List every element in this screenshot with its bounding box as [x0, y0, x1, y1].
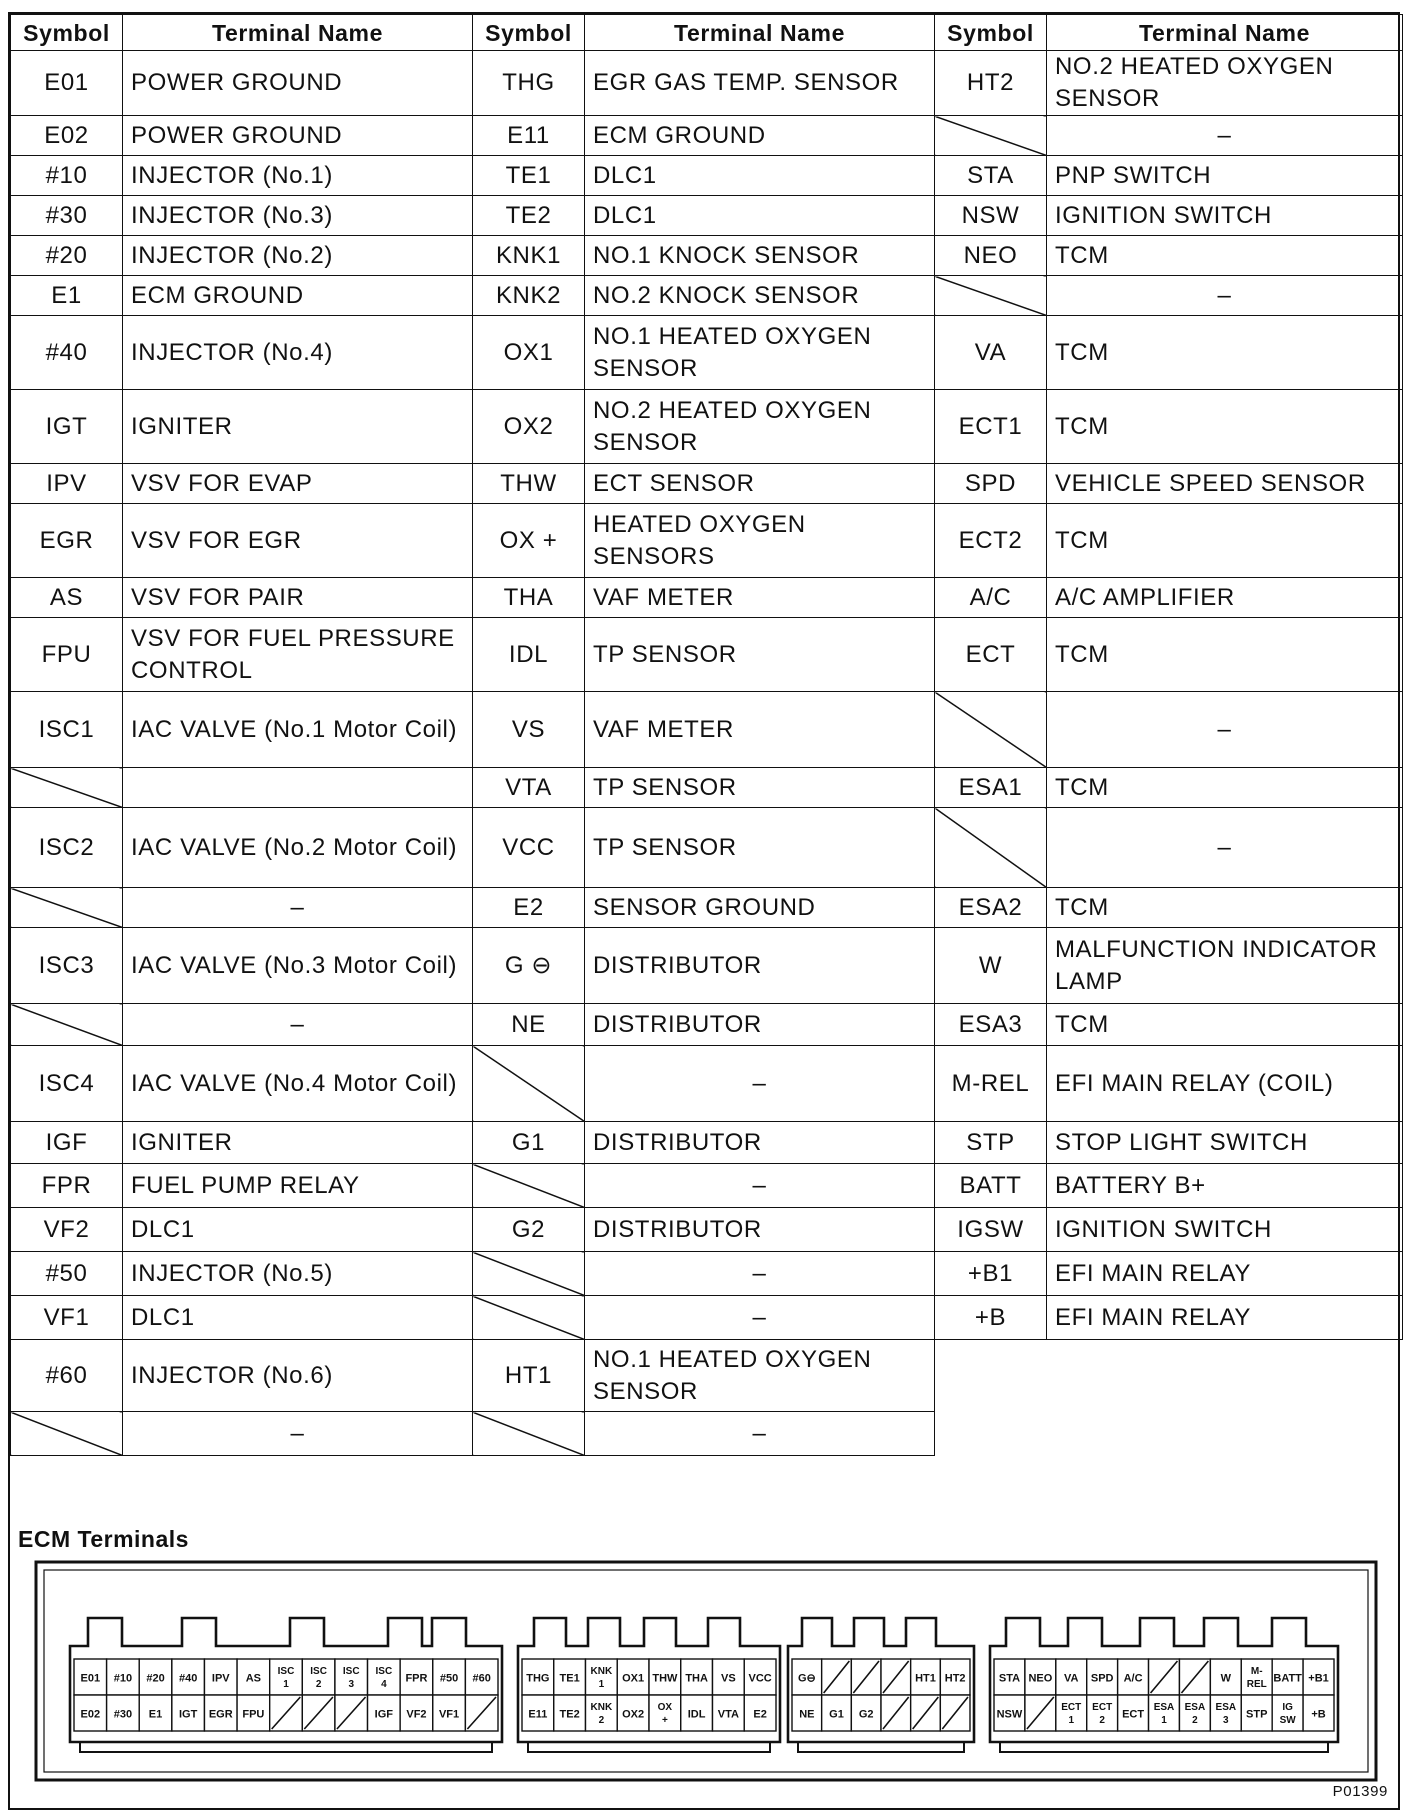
connector-pin-label: E1	[148, 1708, 163, 1721]
terminal-symbol: +B1	[935, 1252, 1047, 1296]
terminal-symbol: IPV	[11, 464, 123, 504]
terminal-symbol: #50	[11, 1252, 123, 1296]
connector-pin-label: IDL	[687, 1708, 706, 1721]
terminal-name: MALFUNCTION INDICATOR LAMP	[1047, 928, 1403, 1004]
connector-pin-label: E01	[80, 1672, 101, 1685]
terminal-name-header: Terminal Name	[1047, 15, 1403, 51]
unused-terminal-dash: –	[585, 1252, 935, 1296]
terminal-symbol: FPU	[11, 618, 123, 692]
table-row	[11, 156, 1403, 196]
terminal-name: IAC VALVE (No.4 Motor Coil)	[123, 1046, 473, 1122]
terminal-name: NO.2 HEATED OXYGEN SENSOR	[585, 390, 935, 464]
terminal-name: VSV FOR EGR	[123, 504, 473, 578]
terminal-name: VSV FOR FUEL PRESSURE CONTROL	[123, 618, 473, 692]
table-row	[11, 1164, 1403, 1208]
connector-pin-label: #40	[178, 1672, 198, 1685]
unused-terminal-slash	[473, 1046, 585, 1122]
terminal-symbol: ECT	[935, 618, 1047, 692]
terminal-name: ECM GROUND	[123, 276, 473, 316]
terminal-name: TCM	[1047, 618, 1403, 692]
table-row	[11, 116, 1403, 156]
terminal-name: INJECTOR (No.1)	[123, 156, 473, 196]
connector-pin-label: IG	[1282, 1702, 1293, 1713]
unused-terminal-slash	[935, 116, 1047, 156]
terminal-symbol: ISC3	[11, 928, 123, 1004]
terminal-symbol: HT1	[473, 1340, 585, 1412]
connector-pin-label-line2: 2	[1099, 1715, 1105, 1726]
terminal-name: DISTRIBUTOR	[585, 928, 935, 1004]
terminal-name: PNP SWITCH	[1047, 156, 1403, 196]
terminal-symbol: IDL	[473, 618, 585, 692]
terminal-name: INJECTOR (No.6)	[123, 1340, 473, 1412]
terminal-symbol: BATT	[935, 1164, 1047, 1208]
terminal-symbol: #60	[11, 1340, 123, 1412]
terminal-symbol: ISC2	[11, 808, 123, 888]
terminal-symbol: E11	[473, 116, 585, 156]
connector-pin-label: KNK	[590, 1702, 613, 1713]
terminal-symbol: ESA3	[935, 1004, 1047, 1046]
terminal-symbol: W	[935, 928, 1047, 1004]
connector-pin-label: ISC	[342, 1666, 360, 1677]
terminal-symbol: AS	[11, 578, 123, 618]
connector-pin-label: E2	[753, 1708, 767, 1721]
terminal-name: FUEL PUMP RELAY	[123, 1164, 473, 1208]
table-row	[11, 1340, 1403, 1412]
unused-terminal-dash: –	[123, 1412, 473, 1456]
terminal-symbol: THA	[473, 578, 585, 618]
terminal-symbol: #40	[11, 316, 123, 390]
terminal-name: ECM GROUND	[585, 116, 935, 156]
terminal-symbol: VF2	[11, 1208, 123, 1252]
table-row	[11, 390, 1403, 464]
empty-cell	[1047, 1340, 1403, 1412]
connector-pin-label: +B	[1311, 1708, 1326, 1721]
terminal-symbol: VF1	[11, 1296, 123, 1340]
terminal-symbol: #30	[11, 196, 123, 236]
terminal-name: TCM	[1047, 236, 1403, 276]
terminal-symbol: G2	[473, 1208, 585, 1252]
connector-pin-label: OX2	[622, 1708, 645, 1721]
terminal-symbol: TE2	[473, 196, 585, 236]
terminal-symbol: THW	[473, 464, 585, 504]
table-row	[11, 464, 1403, 504]
terminal-symbol: ESA2	[935, 888, 1047, 928]
connector-pin-label-line2: 3	[348, 1679, 355, 1690]
connector-block-base	[798, 1742, 964, 1752]
connector-pin-label: HT1	[915, 1672, 936, 1685]
connector-pin-label: VCC	[748, 1672, 772, 1685]
connector-pin-label-line2: 1	[1161, 1715, 1167, 1726]
terminal-name: TCM	[1047, 888, 1403, 928]
terminal-name: VSV FOR PAIR	[123, 578, 473, 618]
connector-pin-label-line2: SW	[1279, 1715, 1296, 1726]
table-row	[11, 1252, 1403, 1296]
connector-pin-label: EGR	[208, 1708, 233, 1721]
connector-pin-label: VF2	[406, 1708, 427, 1721]
connector-pin-label: NEO	[1028, 1672, 1053, 1685]
connector-pin-label-line2: 1	[1068, 1715, 1075, 1726]
connector-pin-label-line2: 3	[1223, 1715, 1229, 1726]
connector-pin-label: ESA	[1215, 1702, 1237, 1713]
terminal-name: TP SENSOR	[585, 808, 935, 888]
terminal-name-header: Terminal Name	[123, 15, 473, 51]
terminal-symbol: VS	[473, 692, 585, 768]
connector-pin-label: G2	[858, 1708, 874, 1721]
terminal-name: EFI MAIN RELAY (COIL)	[1047, 1046, 1403, 1122]
terminal-name-header: Terminal Name	[585, 15, 935, 51]
table-row	[11, 888, 1403, 928]
terminal-symbol: E2	[473, 888, 585, 928]
table-row	[11, 692, 1403, 768]
unused-terminal-slash	[11, 1004, 123, 1046]
terminal-name	[123, 768, 473, 808]
connector-pin-label: AS	[245, 1672, 262, 1685]
terminal-symbol: E02	[11, 116, 123, 156]
terminal-symbol: EGR	[11, 504, 123, 578]
terminal-name: DLC1	[123, 1296, 473, 1340]
table-row	[11, 51, 1403, 116]
table-row	[11, 1046, 1403, 1122]
terminal-name: EFI MAIN RELAY	[1047, 1252, 1403, 1296]
terminal-symbol: ISC4	[11, 1046, 123, 1122]
connector-pin-label: ESA	[1153, 1702, 1175, 1713]
terminal-name: NO.1 HEATED OXYGEN SENSOR	[585, 316, 935, 390]
connector-pin-label: ISC	[310, 1666, 327, 1677]
terminal-name: HEATED OXYGEN SENSORS	[585, 504, 935, 578]
table-row	[11, 928, 1403, 1004]
unused-terminal-slash	[935, 808, 1047, 888]
unused-terminal-dash: –	[585, 1412, 935, 1456]
connector-title: ECM Terminals	[18, 1526, 189, 1552]
terminal-name: NO.2 KNOCK SENSOR	[585, 276, 935, 316]
connector-pin-label: FPR	[405, 1672, 428, 1685]
terminal-name: IAC VALVE (No.2 Motor Coil)	[123, 808, 473, 888]
connector-pin-label: NSW	[996, 1708, 1023, 1721]
terminal-name: TP SENSOR	[585, 618, 935, 692]
terminal-name: IAC VALVE (No.3 Motor Coil)	[123, 928, 473, 1004]
connector-pin-label: G⊖	[797, 1672, 816, 1685]
terminal-symbol: G1	[473, 1122, 585, 1164]
terminal-name: ECT SENSOR	[585, 464, 935, 504]
symbol-header: Symbol	[935, 15, 1047, 51]
terminal-symbol: IGSW	[935, 1208, 1047, 1252]
table-row	[11, 276, 1403, 316]
terminal-symbol: +B	[935, 1296, 1047, 1340]
connector-pin-label: ISC	[375, 1666, 393, 1677]
terminal-symbol: NSW	[935, 196, 1047, 236]
connector-pin-label: G1	[829, 1708, 844, 1721]
terminal-name: INJECTOR (No.4)	[123, 316, 473, 390]
terminal-symbol: ISC1	[11, 692, 123, 768]
table-row	[11, 316, 1403, 390]
terminal-name: NO.1 KNOCK SENSOR	[585, 236, 935, 276]
table-row	[11, 1412, 1403, 1456]
terminal-name: IGNITION SWITCH	[1047, 196, 1403, 236]
terminal-table	[10, 14, 1403, 1456]
terminal-symbol: OX1	[473, 316, 585, 390]
terminal-symbol: #20	[11, 236, 123, 276]
terminal-symbol: OX2	[473, 390, 585, 464]
connector-pin-label: ESA	[1184, 1702, 1206, 1713]
unused-terminal-dash: –	[1047, 692, 1403, 768]
connector-pin-label-line2: +	[661, 1715, 668, 1726]
connector-pin-label: KNK	[590, 1666, 613, 1677]
connector-pin-label-line2: REL	[1246, 1679, 1267, 1690]
connector-pin-label: VTA	[717, 1708, 739, 1721]
terminal-name: TP SENSOR	[585, 768, 935, 808]
terminal-symbol: ESA1	[935, 768, 1047, 808]
connector-pin-label: #60	[472, 1672, 491, 1685]
connector-pin-label-line2: 1	[283, 1679, 289, 1690]
connector-pin-label: FPU	[242, 1708, 265, 1721]
connector-pin-label-line2: 2	[598, 1715, 605, 1726]
connector-pin-label: #30	[113, 1708, 133, 1721]
unused-terminal-slash	[11, 888, 123, 928]
connector-pin-label: VA	[1064, 1672, 1079, 1685]
terminal-name: IGNITER	[123, 390, 473, 464]
terminal-name: NO.1 HEATED OXYGEN SENSOR	[585, 1340, 935, 1412]
table-header-row	[11, 15, 1403, 51]
terminal-name: TCM	[1047, 316, 1403, 390]
terminal-name: VSV FOR EVAP	[123, 464, 473, 504]
connector-block-base	[528, 1742, 770, 1752]
connector-pin-label: NE	[799, 1708, 815, 1721]
table-row	[11, 578, 1403, 618]
empty-cell	[1047, 1412, 1403, 1456]
table-row	[11, 618, 1403, 692]
unused-terminal-dash: –	[585, 1046, 935, 1122]
terminal-name: TCM	[1047, 504, 1403, 578]
unused-terminal-slash	[11, 1412, 123, 1456]
symbol-header: Symbol	[11, 15, 123, 51]
terminal-name: IAC VALVE (No.1 Motor Coil)	[123, 692, 473, 768]
unused-terminal-dash: –	[585, 1164, 935, 1208]
connector-pin-label: TE1	[559, 1672, 580, 1685]
unused-terminal-slash	[473, 1412, 585, 1456]
terminal-name: BATTERY B+	[1047, 1164, 1403, 1208]
terminal-symbol: E01	[11, 51, 123, 116]
connector-block-base	[1000, 1742, 1328, 1752]
connector-pin-label: A/C	[1123, 1672, 1143, 1685]
connector-pin-label: VS	[721, 1672, 736, 1685]
terminal-symbol: VTA	[473, 768, 585, 808]
connector-pin-label: SPD	[1090, 1672, 1114, 1685]
terminal-name: POWER GROUND	[123, 116, 473, 156]
symbol-header: Symbol	[473, 15, 585, 51]
figure-code: P01399	[1332, 1783, 1388, 1800]
terminal-name: INJECTOR (No.5)	[123, 1252, 473, 1296]
unused-terminal-slash	[11, 768, 123, 808]
unused-terminal-dash: –	[1047, 276, 1403, 316]
connector-pin-label-line2: 2	[315, 1679, 322, 1690]
ecm-connector-diagram	[10, 1554, 1402, 1794]
terminal-name: TCM	[1047, 768, 1403, 808]
terminal-name: NO.2 HEATED OXYGEN SENSOR	[1047, 51, 1403, 116]
terminal-name: IGNITER	[123, 1122, 473, 1164]
connector-pin-label: #20	[146, 1672, 165, 1685]
connector-pin-label: OX1	[622, 1672, 645, 1685]
terminal-symbol: KNK1	[473, 236, 585, 276]
table-row	[11, 1296, 1403, 1340]
connector-pin-label: STP	[1246, 1708, 1268, 1721]
connector-pin-label: #50	[439, 1672, 459, 1685]
unused-terminal-dash: –	[123, 888, 473, 928]
connector-pin-label: THG	[526, 1672, 550, 1685]
terminal-symbol: E1	[11, 276, 123, 316]
terminal-symbol: G ⊖	[473, 928, 585, 1004]
connector-block-base	[80, 1742, 492, 1752]
terminal-name: EFI MAIN RELAY	[1047, 1296, 1403, 1340]
terminal-symbol: IGF	[11, 1122, 123, 1164]
connector-pin-label-line2: 4	[381, 1679, 387, 1690]
table-row	[11, 768, 1403, 808]
terminal-name: DLC1	[585, 196, 935, 236]
unused-terminal-slash	[935, 692, 1047, 768]
terminal-name: DLC1	[123, 1208, 473, 1252]
table-row	[11, 504, 1403, 578]
unused-terminal-dash: –	[1047, 808, 1403, 888]
terminal-name: VEHICLE SPEED SENSOR	[1047, 464, 1403, 504]
terminal-name: POWER GROUND	[123, 51, 473, 116]
terminal-symbol: KNK2	[473, 276, 585, 316]
connector-pin-label: #10	[113, 1672, 133, 1685]
connector-pin-label: ECT	[1122, 1708, 1145, 1721]
connector-pin-label: M-	[1250, 1666, 1263, 1677]
connector-pin-label: E11	[528, 1708, 548, 1721]
terminal-symbol: FPR	[11, 1164, 123, 1208]
connector-pin-label: THW	[652, 1672, 678, 1685]
terminal-symbol: HT2	[935, 51, 1047, 116]
terminal-name: INJECTOR (No.3)	[123, 196, 473, 236]
connector-pin-label: IGF	[374, 1708, 394, 1721]
connector-pin-label: W	[1220, 1672, 1232, 1685]
connector-pin-label: VF1	[438, 1708, 460, 1721]
terminal-symbol: OX +	[473, 504, 585, 578]
terminal-name: EGR GAS TEMP. SENSOR	[585, 51, 935, 116]
terminal-symbol: ECT1	[935, 390, 1047, 464]
empty-cell	[935, 1340, 1047, 1412]
table-row	[11, 196, 1403, 236]
unused-terminal-slash	[935, 276, 1047, 316]
table-row	[11, 1208, 1403, 1252]
connector-pin-label: E02	[80, 1708, 101, 1721]
terminal-name: INJECTOR (No.2)	[123, 236, 473, 276]
terminal-sheet	[8, 12, 1400, 1810]
connector-pin-label: BATT	[1273, 1672, 1302, 1685]
terminal-symbol: A/C	[935, 578, 1047, 618]
connector-pin-label: OX	[657, 1702, 673, 1713]
terminal-name: VAF METER	[585, 578, 935, 618]
unused-terminal-dash: –	[123, 1004, 473, 1046]
terminal-name: SENSOR GROUND	[585, 888, 935, 928]
terminal-symbol: NE	[473, 1004, 585, 1046]
connector-pin-label-line2: 2	[1192, 1715, 1198, 1726]
terminal-symbol: STA	[935, 156, 1047, 196]
connector-pin-label: ISC	[277, 1666, 295, 1677]
terminal-name: TCM	[1047, 1004, 1403, 1046]
unused-terminal-slash	[473, 1296, 585, 1340]
terminal-name: TCM	[1047, 390, 1403, 464]
terminal-name: DLC1	[585, 156, 935, 196]
terminal-symbol: SPD	[935, 464, 1047, 504]
table-row	[11, 1122, 1403, 1164]
connector-pin-label: IPV	[211, 1672, 230, 1685]
terminal-symbol: TE1	[473, 156, 585, 196]
connector-pin-label: IGT	[178, 1708, 198, 1721]
connector-pin-label: ECT	[1092, 1702, 1113, 1713]
terminal-symbol: ECT2	[935, 504, 1047, 578]
connector-pin-label: HT2	[944, 1672, 966, 1685]
table-row	[11, 236, 1403, 276]
terminal-name: VAF METER	[585, 692, 935, 768]
connector-pin-label-line2: 1	[598, 1679, 605, 1690]
terminal-name: STOP LIGHT SWITCH	[1047, 1122, 1403, 1164]
unused-terminal-slash	[473, 1164, 585, 1208]
table-row	[11, 808, 1403, 888]
terminal-name: IGNITION SWITCH	[1047, 1208, 1403, 1252]
connector-pin-label: TE2	[559, 1708, 580, 1721]
terminal-symbol: IGT	[11, 390, 123, 464]
terminal-symbol: M-REL	[935, 1046, 1047, 1122]
connector-pin-label: THA	[685, 1672, 708, 1685]
connector-pin-label: +B1	[1308, 1672, 1329, 1685]
table-row	[11, 1004, 1403, 1046]
terminal-name: A/C AMPLIFIER	[1047, 578, 1403, 618]
terminal-name: DISTRIBUTOR	[585, 1122, 935, 1164]
unused-terminal-slash	[473, 1252, 585, 1296]
connector-pin-label: ECT	[1061, 1702, 1082, 1713]
terminal-symbol: NEO	[935, 236, 1047, 276]
terminal-symbol: THG	[473, 51, 585, 116]
terminal-symbol: STP	[935, 1122, 1047, 1164]
unused-terminal-dash: –	[585, 1296, 935, 1340]
empty-cell	[935, 1412, 1047, 1456]
connector-pin-label: STA	[998, 1672, 1021, 1685]
terminal-name: DISTRIBUTOR	[585, 1208, 935, 1252]
terminal-name: DISTRIBUTOR	[585, 1004, 935, 1046]
unused-terminal-dash: –	[1047, 116, 1403, 156]
terminal-symbol: VA	[935, 316, 1047, 390]
terminal-symbol: #10	[11, 156, 123, 196]
terminal-symbol: VCC	[473, 808, 585, 888]
